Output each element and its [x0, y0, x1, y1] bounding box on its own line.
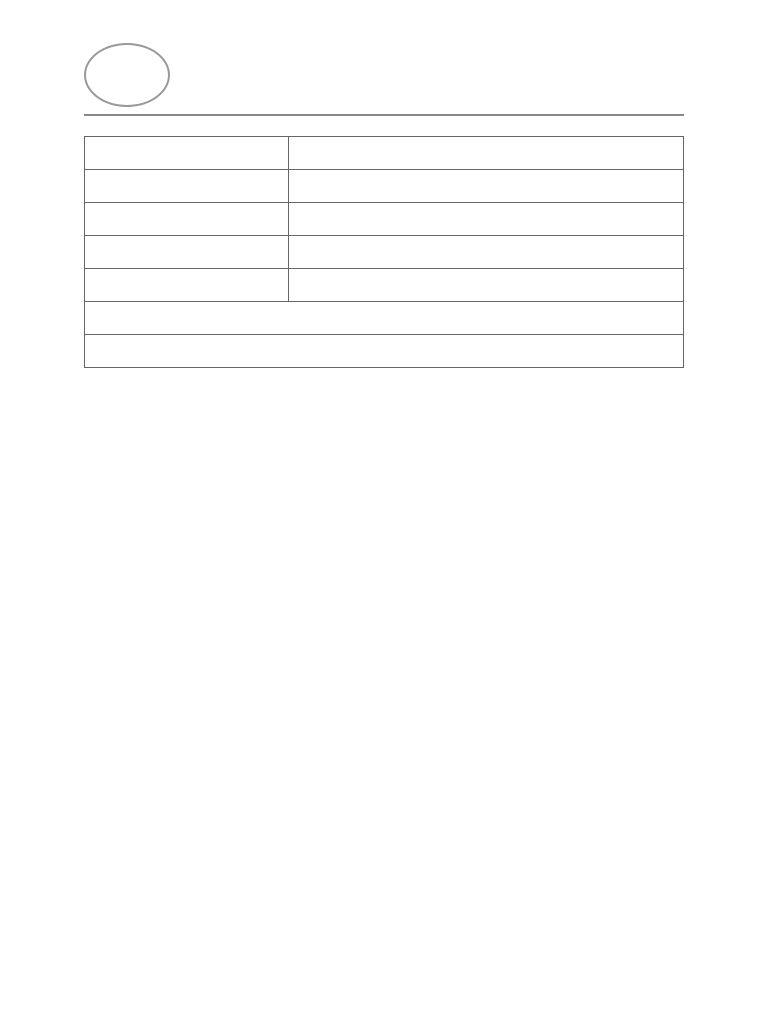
detail-value: [288, 203, 683, 236]
report-body-row: [85, 335, 684, 368]
school-logo: [84, 43, 170, 107]
detail-label: [85, 269, 289, 302]
detail-label: [85, 170, 289, 203]
details-table: [84, 136, 684, 368]
detail-value: [288, 269, 683, 302]
detail-label: [85, 236, 289, 269]
detail-value: [288, 137, 683, 170]
detail-row: [85, 203, 684, 236]
header-rule: [84, 114, 684, 116]
report-heading: [85, 302, 684, 335]
detail-label: [85, 137, 289, 170]
detail-row: [85, 170, 684, 203]
detail-value: [288, 170, 683, 203]
detail-value: [288, 236, 683, 269]
detail-label: [85, 203, 289, 236]
detail-row: [85, 269, 684, 302]
report-heading-row: [85, 302, 684, 335]
document-header: [84, 40, 684, 110]
report-body: [85, 335, 684, 368]
detail-row: [85, 236, 684, 269]
detail-row: [85, 137, 684, 170]
